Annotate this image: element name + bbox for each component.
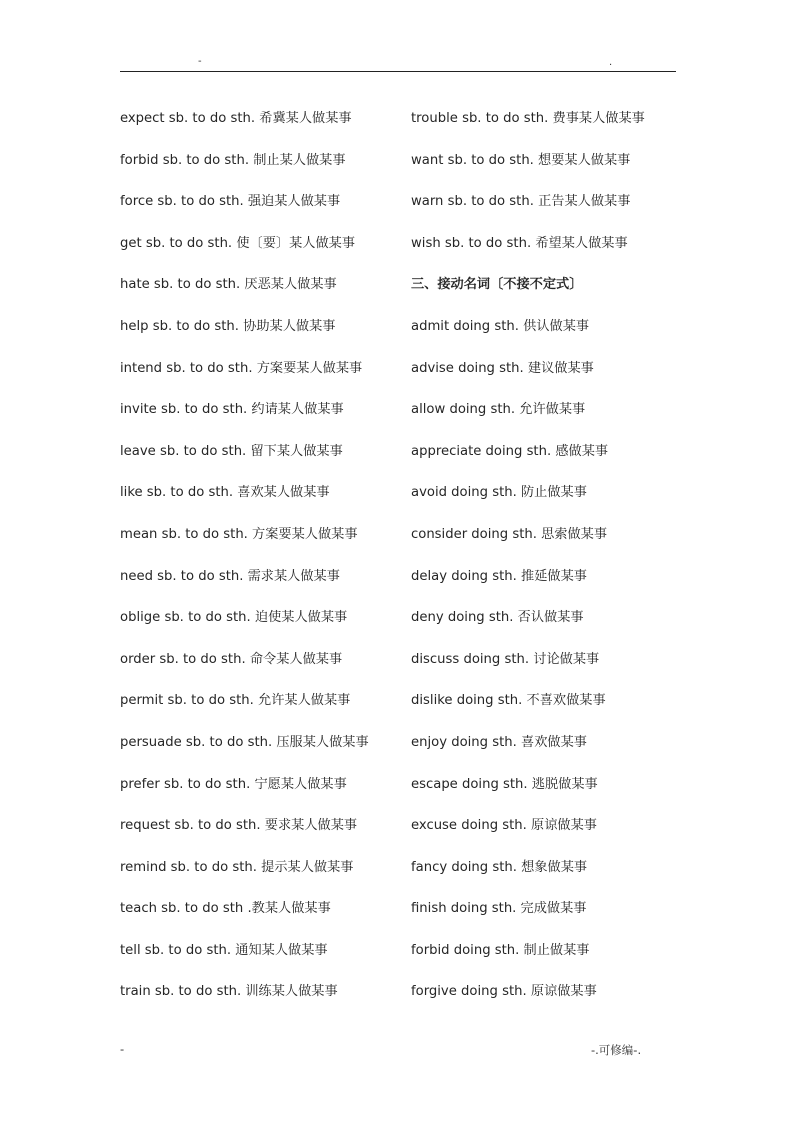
footer-editable-note: -.可修编-. bbox=[591, 1043, 642, 1057]
phrase-entry: allow doing sth. 允许做某事 bbox=[411, 402, 586, 418]
phrase-entry: warn sb. to do sth. 正告某人做某事 bbox=[411, 194, 631, 210]
phrase-entry: trouble sb. to do sth. 费事某人做某事 bbox=[411, 111, 645, 126]
phrase-entry: dislike doing sth. 不喜欢做某事 bbox=[411, 693, 606, 709]
phrase-entry: remind sb. to do sth. 提示某人做某事 bbox=[120, 859, 354, 875]
phrase-entry: want sb. to do sth. 想要某人做某事 bbox=[411, 152, 631, 168]
header-left-mark: - bbox=[198, 56, 202, 67]
phrase-entry: like sb. to do sth. 喜欢某人做某事 bbox=[120, 485, 330, 501]
phrase-entry: forgive doing sth. 原谅做某事 bbox=[411, 984, 597, 1000]
phrase-entry: avoid doing sth. 防止做某事 bbox=[411, 485, 587, 501]
phrase-entry: excuse doing sth. 原谅做某事 bbox=[411, 818, 597, 834]
phrase-entry: order sb. to do sth. 命令某人做某事 bbox=[120, 651, 343, 667]
right-column bbox=[411, 108, 681, 1023]
phrase-entry: help sb. to do sth. 协助某人做某事 bbox=[120, 318, 336, 334]
phrase-entry: hate sb. to do sth. 厌恶某人做某事 bbox=[120, 277, 337, 293]
left-column bbox=[120, 108, 405, 1023]
phrase-entry: delay doing sth. 推延做某事 bbox=[411, 568, 587, 584]
phrase-entry: finish doing sth. 完成做某事 bbox=[411, 901, 587, 917]
phrase-entry: leave sb. to do sth. 留下某人做某事 bbox=[120, 443, 343, 459]
phrase-entry: persuade sb. to do sth. 压服某人做某事 bbox=[120, 734, 369, 750]
phrase-entry: forbid sb. to do sth. 制止某人做某事 bbox=[120, 152, 346, 168]
phrase-entry: admit doing sth. 供认做某事 bbox=[411, 318, 590, 334]
phrase-entry: advise doing sth. 建议做某事 bbox=[411, 360, 594, 376]
phrase-entry: permit sb. to do sth. 允许某人做某事 bbox=[120, 693, 351, 709]
phrase-entry: prefer sb. to do sth. 宁愿某人做某事 bbox=[120, 776, 347, 792]
phrase-entry: teach sb. to do sth .教某人做某事 bbox=[120, 901, 331, 917]
phrase-entry: get sb. to do sth. 使〔要〕某人做某事 bbox=[120, 235, 356, 251]
phrase-entry: wish sb. to do sth. 希望某人做某事 bbox=[411, 235, 628, 251]
phrase-entry: mean sb. to do sth. 方案要某人做某事 bbox=[120, 526, 358, 542]
phrase-entry: escape doing sth. 逃脱做某事 bbox=[411, 776, 598, 792]
phrase-entry: deny doing sth. 否认做某事 bbox=[411, 610, 584, 626]
section-heading: 三、接动名词〔不接不定式〕 bbox=[411, 277, 583, 293]
phrase-entry: consider doing sth. 思索做某事 bbox=[411, 526, 608, 542]
phrase-entry: appreciate doing sth. 感做某事 bbox=[411, 443, 609, 459]
phrase-entry: enjoy doing sth. 喜欢做某事 bbox=[411, 734, 587, 750]
phrase-entry: request sb. to do sth. 要求某人做某事 bbox=[120, 818, 358, 834]
phrase-entry: intend sb. to do sth. 方案要某人做某事 bbox=[120, 360, 363, 376]
phrase-entry: train sb. to do sth. 训练某人做某事 bbox=[120, 984, 338, 1000]
phrase-entry: forbid doing sth. 制止做某事 bbox=[411, 942, 590, 958]
header-rule bbox=[120, 71, 676, 72]
phrase-entry: force sb. to do sth. 强迫某人做某事 bbox=[120, 194, 341, 210]
phrase-entry: need sb. to do sth. 需求某人做某事 bbox=[120, 568, 340, 584]
footer-left-mark: - bbox=[120, 1042, 125, 1056]
phrase-entry: oblige sb. to do sth. 迫使某人做某事 bbox=[120, 610, 348, 626]
phrase-entry: fancy doing sth. 想象做某事 bbox=[411, 859, 588, 875]
phrase-entry: invite sb. to do sth. 约请某人做某事 bbox=[120, 402, 344, 418]
header-right-mark: . bbox=[609, 57, 613, 68]
phrase-entry: discuss doing sth. 讨论做某事 bbox=[411, 651, 600, 667]
phrase-entry: tell sb. to do sth. 通知某人做某事 bbox=[120, 942, 328, 958]
phrase-entry: expect sb. to do sth. 希冀某人做某事 bbox=[120, 111, 352, 126]
